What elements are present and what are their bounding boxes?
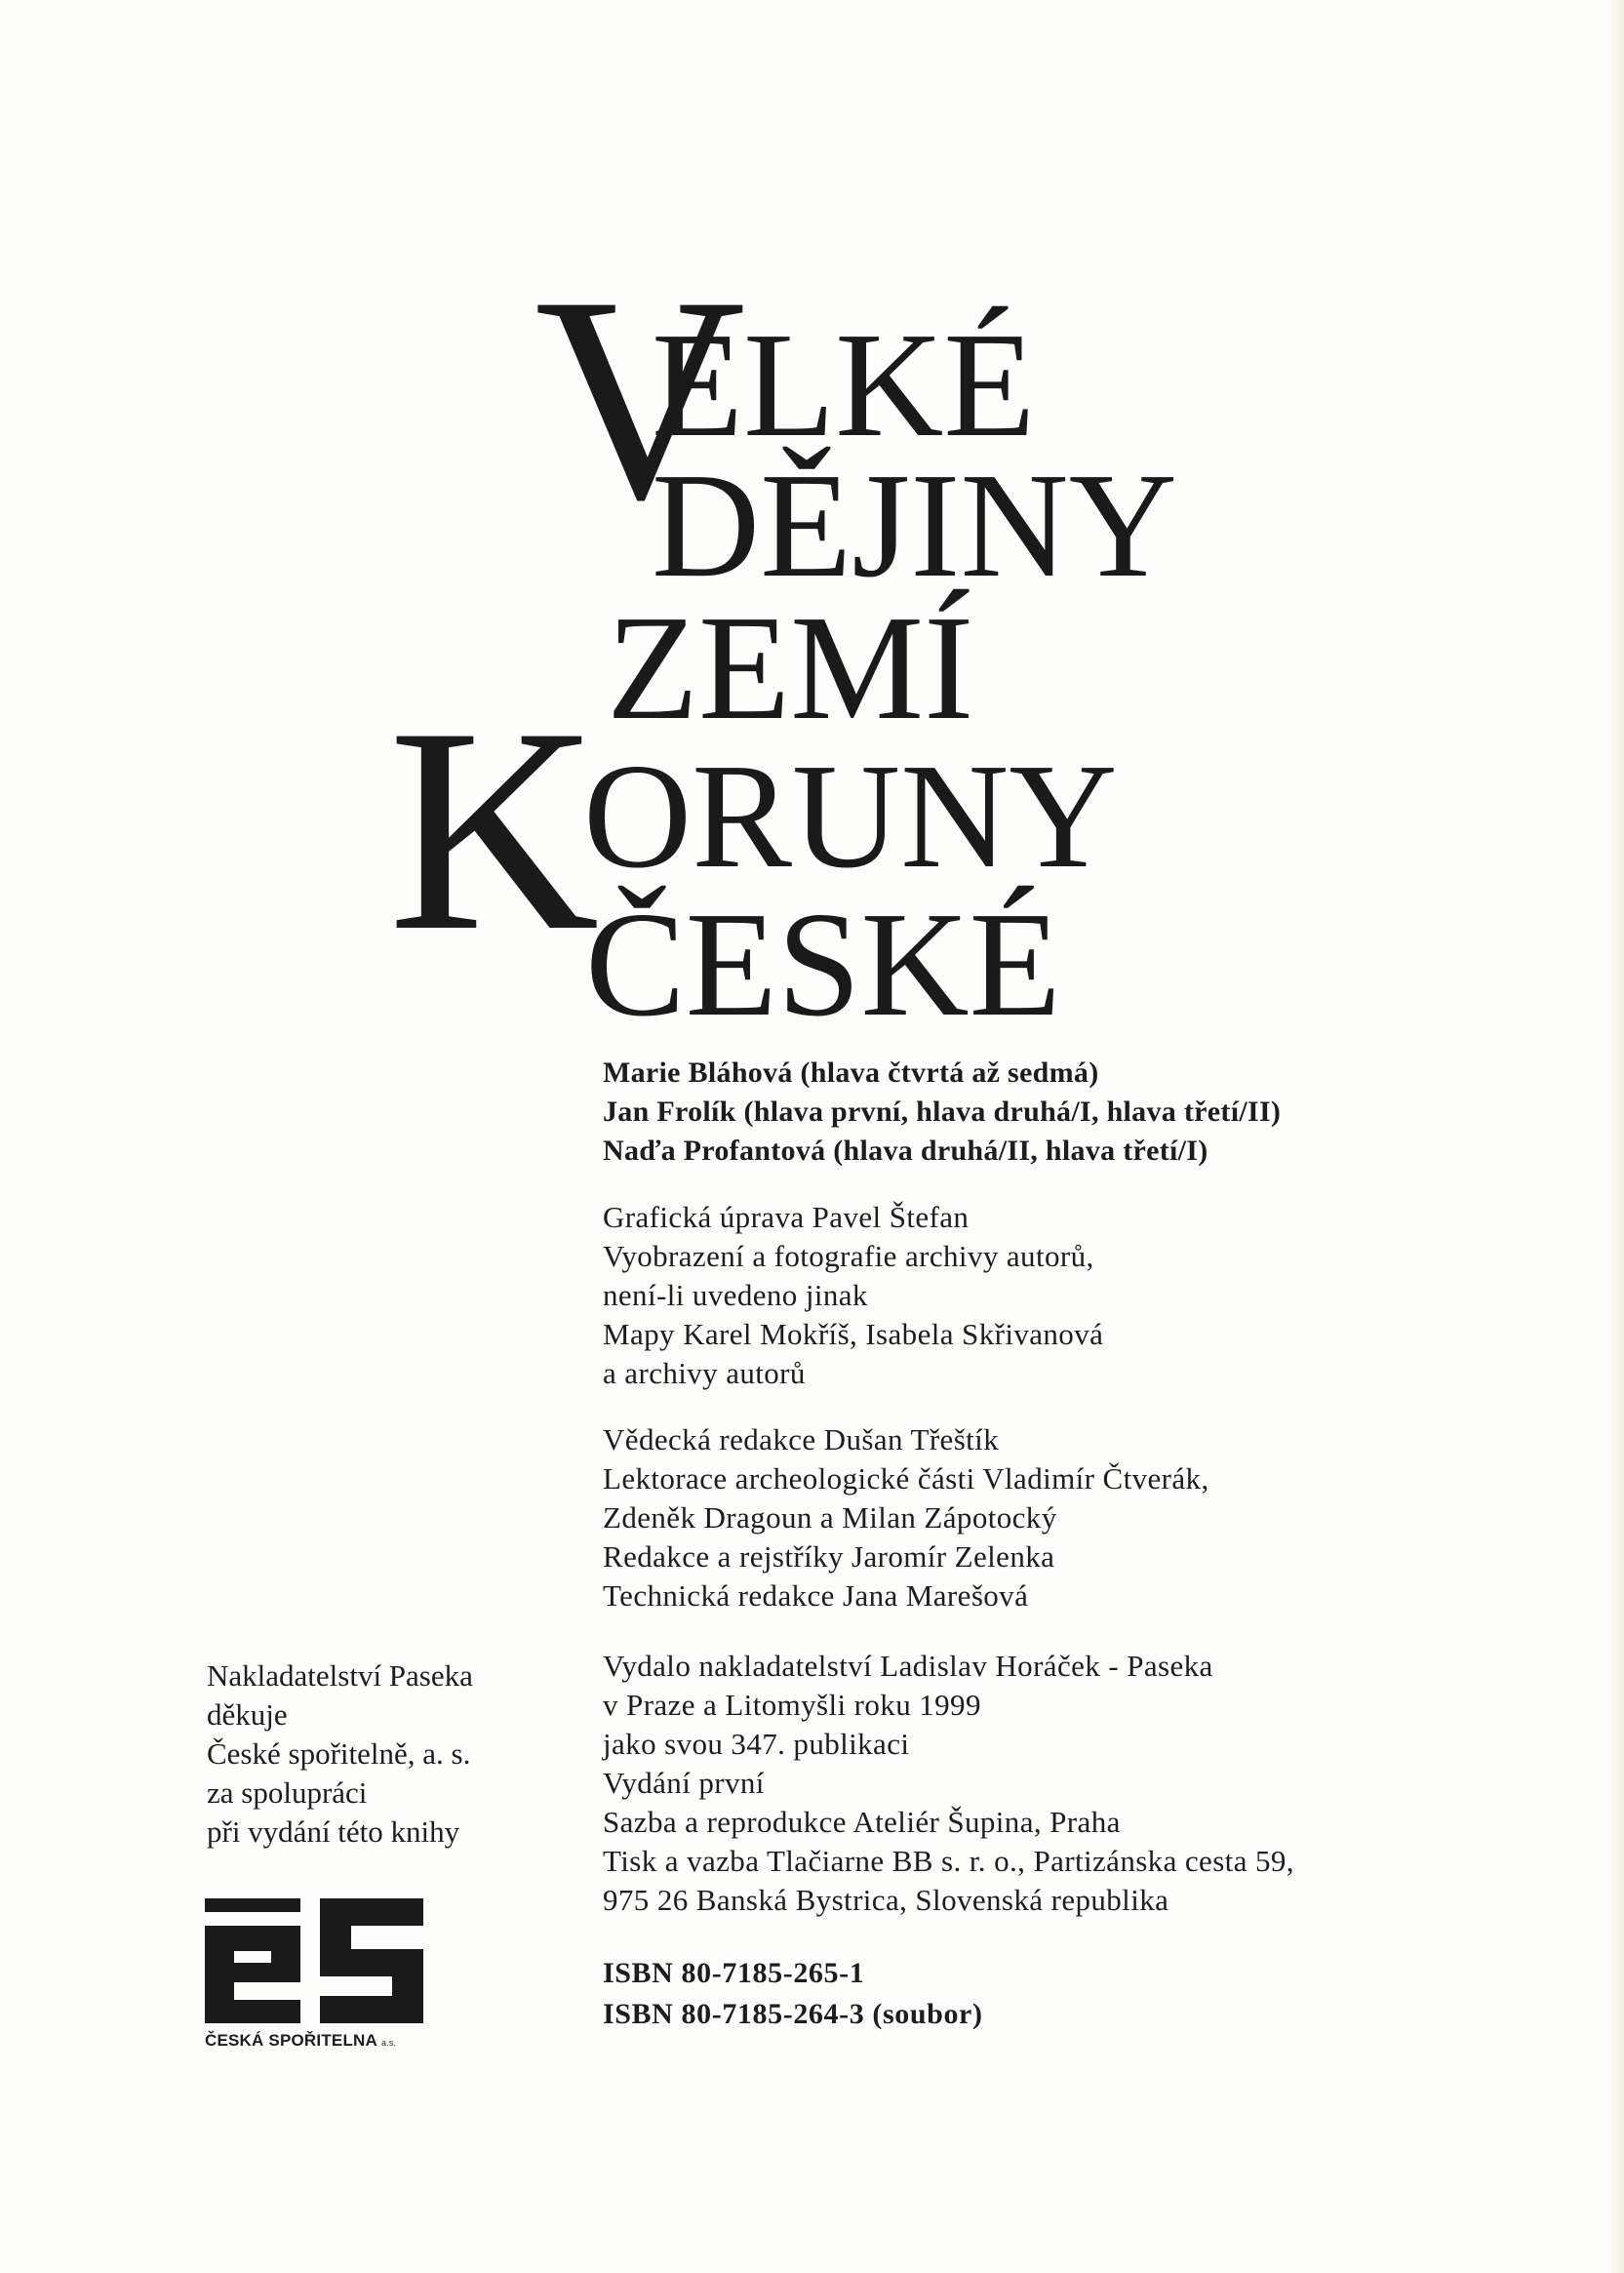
title-line-5: ČESKÉ — [585, 882, 1061, 1048]
acknowledgement-line: děkuje — [207, 1697, 288, 1732]
author-line: Jan Frolík (hlava první, hlava druhá/I, hlava třetí/II) — [603, 1096, 1282, 1128]
acknowledgement-line: České spořitelně, a. s. — [207, 1736, 471, 1771]
credit-line: Redakce a rejstříky Jaromír Zelenka — [603, 1539, 1055, 1574]
isbn-line: ISBN 80-7185-264-3 (soubor) — [603, 1998, 983, 2030]
title-initial-v: V — [535, 236, 746, 560]
credit-line: Lektorace archeologické části Vladimír Čtverák, — [603, 1461, 1209, 1495]
title-initial-k: K — [388, 667, 600, 991]
sponsor-name — [205, 2031, 396, 2051]
publisher-line: v Praze a Litomyšli roku 1999 — [603, 1688, 981, 1722]
acknowledgement-line: při vydání této knihy — [207, 1814, 460, 1849]
author-line: Marie Bláhová (hlava čtvrtá až sedmá) — [603, 1057, 1099, 1089]
credit-line: Vyobrazení a fotografie archivy autorů, — [603, 1239, 1094, 1273]
credit-line: a archivy autorů — [603, 1356, 806, 1390]
acknowledgement — [207, 1656, 473, 1852]
publisher-line: jako svou 347. publikaci — [603, 1727, 910, 1761]
title-line-4: ORUNY — [583, 734, 1118, 899]
isbn-line: ISBN 80-7185-265-1 — [603, 1957, 865, 1989]
publisher-info — [603, 1647, 1294, 1920]
authors-list — [603, 1054, 1281, 1171]
title-line-1: ELKÉ — [652, 302, 1036, 468]
sponsor-suffix: a.s. — [381, 2038, 397, 2048]
author-line: Naďa Profantová (hlava druhá/II, hlava třetí/I) — [603, 1135, 1208, 1167]
credit-line: Vědecká redakce Dušan Třeštík — [603, 1422, 1000, 1456]
credit-line: Grafická úprava Pavel Štefan — [603, 1200, 970, 1234]
publisher-line: Sazba a reprodukce Ateliér Šupina, Praha — [603, 1805, 1121, 1839]
publisher-line: Vydání první — [603, 1766, 765, 1800]
title-line-3: ZEMÍ — [607, 585, 974, 751]
acknowledgement-line: Nakladatelství Paseka — [207, 1658, 473, 1693]
isbn-block — [603, 1953, 983, 2035]
credit-line: Technická redakce Jana Marešová — [603, 1578, 1029, 1613]
acknowledgement-line: za spolupráci — [207, 1775, 368, 1810]
publisher-line: 975 26 Banská Bystrica, Slovenská republika — [603, 1883, 1169, 1917]
title-line-2: DĚJINY — [652, 443, 1177, 609]
graphic-credits — [603, 1198, 1103, 1393]
book-title — [0, 0, 1624, 1054]
credit-line: Mapy Karel Mokříš, Isabela Skřivanová — [603, 1317, 1104, 1351]
publisher-line: Vydalo nakladatelství Ladislav Horáček - Paseka — [603, 1649, 1213, 1683]
credit-line: není-li uvedeno jinak — [603, 1278, 868, 1312]
sponsor-name-text: ČESKÁ SPOŘITELNA — [205, 2031, 377, 2050]
publisher-line: Tisk a vazba Tlačiarne BB s. r. o., Partizánska cesta 59, — [603, 1844, 1294, 1878]
ceska-sporitelna-logo — [203, 1891, 427, 2027]
credit-line: Zdeněk Dragoun a Milan Zápotocký — [603, 1500, 1057, 1535]
editorial-credits — [603, 1420, 1209, 1615]
